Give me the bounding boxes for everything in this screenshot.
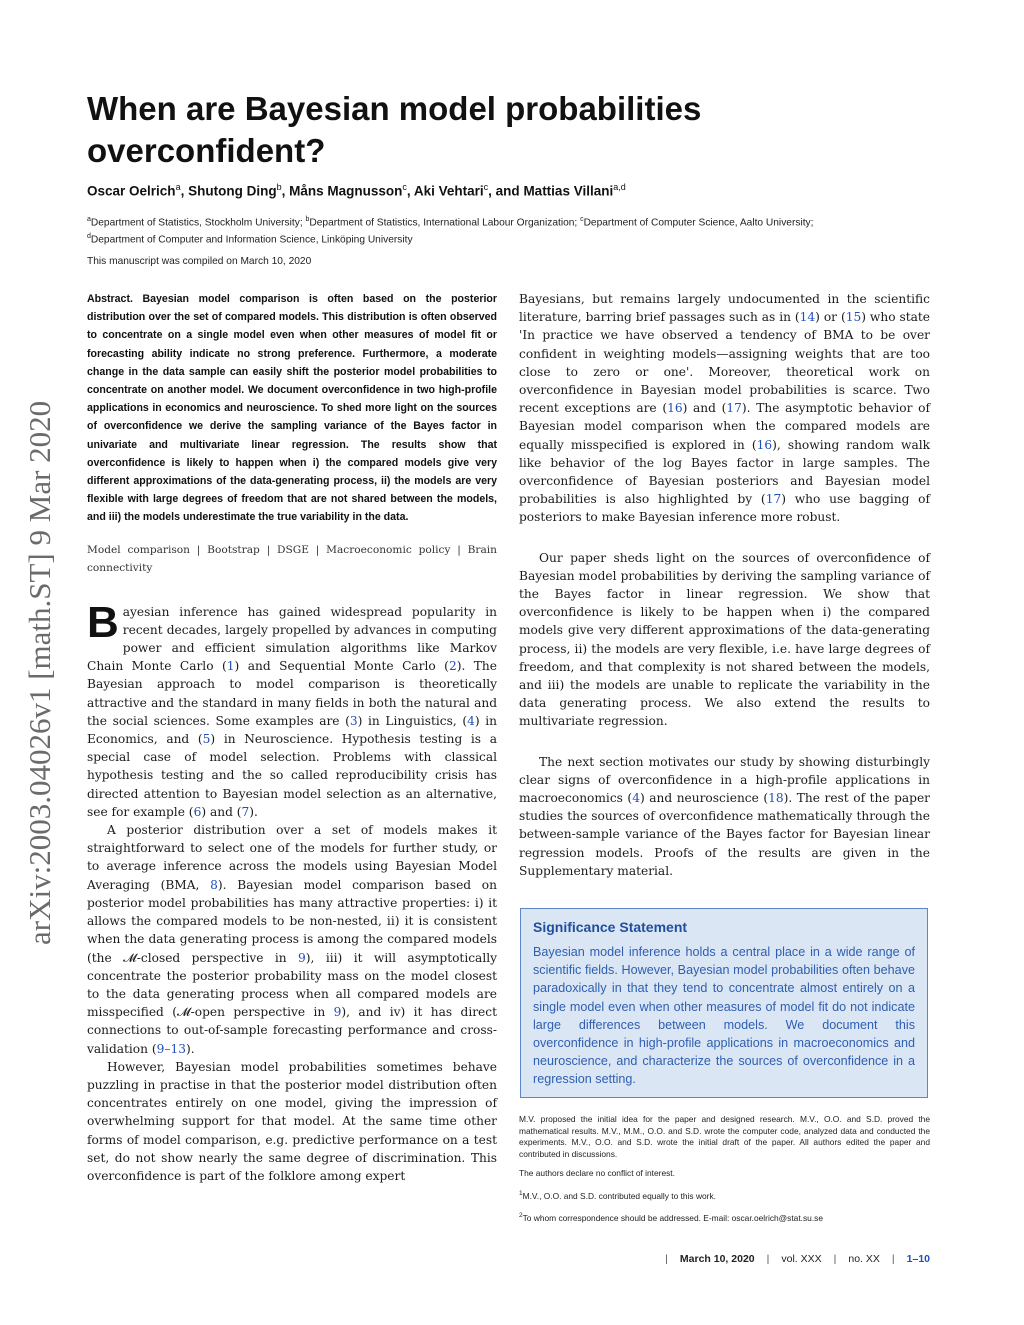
author-affiliation-marker: a <box>175 182 181 192</box>
text-segment: The next section motivates our study by showing disturbingly clear signs of overconfidence in a high-profile applications in macroeconomics ( <box>519 754 930 806</box>
citation-link[interactable]: 16 <box>756 437 773 452</box>
footer-sep: | <box>665 1253 668 1265</box>
intro-paragraph-1 <box>87 597 497 821</box>
keywords: Model comparison | Bootstrap | DSGE | Macroeconomic policy | Brain connectivity <box>87 543 497 574</box>
text-segment: ), iii) it will asymptotically concentrate the posterior probability mass on the model closest to the data generating process when all compared models are misspecified (𝓜-open perspective in <box>87 950 497 1020</box>
citation-link[interactable]: 17 <box>765 492 782 507</box>
drop-cap: B <box>87 597 119 647</box>
text-segment: Our paper sheds light on the sources of overconfidence of Bayesian model probabilities by deriving the sampling variance of the Bayes factor in linear regression. We show that overconfidence is likely to be happen when i) the compared models give very different approximations of the data-generating process, ii) the models are very flexible, i.e. have large degrees of freedom, and that complexity is not shared between the models, and iii) the models are unable to replicate the variability in the data generating process. We also extend the results to multivariate regression. <box>519 550 930 729</box>
footnote-1 <box>519 1188 930 1202</box>
text-segment: ) or ( <box>815 310 846 325</box>
citation-link[interactable]: 9–13 <box>156 1041 186 1056</box>
conflict-note: The authors declare no conflict of interest. <box>519 1168 675 1178</box>
text-segment: ) in Economics, and ( <box>87 713 497 747</box>
right-paragraph-3 <box>519 753 930 880</box>
affil-c-marker: c <box>580 216 584 223</box>
left-column <box>87 290 497 1185</box>
author-separator: , <box>180 183 189 199</box>
citation-link[interactable]: 15 <box>845 310 862 325</box>
citation-link[interactable]: 18 <box>768 791 784 806</box>
text-segment: ayesian inference has gained widespread popularity in recent decades, largely propelled by advances in computing power and efficient simulation algorithms like Markov Chain Monte Carlo ( <box>87 604 497 674</box>
text-segment: ) who use bagging of posteriors to make Bayesian inference more robust. <box>519 492 930 525</box>
footer-sep: | <box>766 1253 770 1265</box>
author-affiliation-marker: c <box>402 182 407 192</box>
citation-link[interactable]: 9 <box>333 1005 342 1020</box>
citation-link[interactable]: 2 <box>448 659 457 674</box>
footer-sep: | <box>891 1253 895 1265</box>
intro-section <box>87 597 497 1186</box>
affil-a: Department of Statistics, Stockholm University; <box>90 217 306 229</box>
citation-link[interactable]: 3 <box>349 713 358 728</box>
author-name: Mattias Villani <box>523 183 614 199</box>
citation-link[interactable]: 8 <box>210 877 218 892</box>
citation-link[interactable]: 9 <box>298 950 306 965</box>
affiliations <box>87 213 937 248</box>
citation-link[interactable]: 14 <box>799 310 816 325</box>
text-segment: ). <box>249 804 258 819</box>
right-paragraph-1 <box>519 290 930 527</box>
author-separator: , <box>406 183 414 199</box>
affil-c: Department of Computer Science, Aalto University; <box>583 217 814 229</box>
significance-text: Bayesian model inference holds a central place in a wide range of scientific fields. However, Bayesian model probabilities often behave paradoxically in that they tend to concentrate almost entirely on a single model even when other measures of model fit do not indicate large differences between models. We document this overconfidence in high-profile applications in macroeconomics and neuroscience, and characterize the sources of overconfidence in a regression setting. <box>533 945 915 1087</box>
text-segment: ) and Sequential Monte Carlo ( <box>234 659 449 674</box>
abstract: Abstract. Bayesian model comparison is often based on the posterior distribution over the set of compared models. This distribution is often observed to concentrate on a single model even when other measures of model fit or forecasting ability indicate no strong preference. Furthermore, a moderate change in the data sample can easily shift the posterior model probabilities to concentrate on another model. We document overconfidence in two high-profile applications in economics and neuroscience. To shed more light on the sources of overconfidence we derive the sampling variance of the Bayes factor in univariate and multivariate linear regression. The results show that overconfidence is likely to happen when i) the compared models give very different approximations of the data-generating process, ii) the models are very flexible with large degrees of freedom that are not shared between the models, and iii) the models underestimate the true variability in the data. <box>87 293 497 524</box>
footer-date: March 10, 2020 <box>679 1253 755 1265</box>
footnote-2-marker: 2 <box>519 1211 523 1219</box>
text-segment: ). <box>186 1041 195 1056</box>
text-segment: ), showing random walk like behavior of the log Bayes factor in large samples. The overconfidence of Bayesian posteriors and Bayesian model probabilities is also highlighted by ( <box>519 437 930 507</box>
citation-link[interactable]: 4 <box>467 713 475 728</box>
text-segment: ). The asymptotic behavior of Bayesian model comparison when the compared models are equally misspecified is explored in ( <box>519 401 930 452</box>
affil-a-marker: a <box>87 216 91 223</box>
text-segment: ), and iv) it has direct connections to out-of-sample forecasting performance and cross-validation ( <box>87 1005 497 1056</box>
significance-statement-box <box>520 908 928 1098</box>
arxiv-stamp: arXiv:2003.04026v1 [math.ST] 9 Mar 2020 <box>22 400 57 945</box>
citation-link[interactable]: 7 <box>241 804 250 819</box>
affil-b: Department of Statistics, International Labour Organization; <box>309 217 581 229</box>
text-segment: ) in Linguistics, ( <box>357 713 468 728</box>
text-segment: Bayesians, but remains largely undocumented in the scientific literature, barring brief passages such as in ( <box>519 292 930 325</box>
text-segment: ) and ( <box>201 804 242 819</box>
citation-link[interactable]: 4 <box>632 791 640 806</box>
author-name: Måns Magnusson <box>289 183 403 199</box>
author-name: Aki Vehtari <box>413 183 484 199</box>
author-list <box>87 182 947 199</box>
author-notes <box>519 1114 930 1232</box>
page-footer <box>653 1253 930 1265</box>
contributions-note: M.V. proposed the initial idea for the paper and designed research. M.V., O.O. and S.D. proved the mathematical results. M.V., M.M., O.O. and S.D. wrote the computer code, analyzed data and conducted the experiments. M.V., O.O. and S.D. wrote the initial draft of the paper. All authors edited the paper and contributed in discussions. <box>519 1114 930 1159</box>
author-separator: , <box>281 183 290 199</box>
text-segment: A posterior distribution over a set of models makes it straightforward to select one of the models for further study, or to average inference across the models using Bayesian Model Averaging (BMA, <box>87 823 497 892</box>
footnote-1-text: M.V., O.O. and S.D. contributed equally to this work. <box>522 1190 716 1201</box>
text-segment: ) who state 'In practice we have observed a tendency of BMA to be over confident in weighting models—assigning weights that are too close to zero or one'. Moreover, theoretical work on overconfidence in Bayesian model probabilities is scarce. Two recent exceptions are ( <box>519 310 930 416</box>
author-name: Shutong Ding <box>188 183 277 199</box>
footnote-2 <box>519 1210 930 1224</box>
footer-number: no. XX <box>848 1253 880 1265</box>
significance-title: Significance Statement <box>533 919 688 935</box>
citation-link[interactable]: 1 <box>226 659 235 674</box>
right-paragraph-2 <box>519 549 930 731</box>
citation-link[interactable]: 6 <box>193 804 202 819</box>
text-segment: ) and ( <box>682 401 727 416</box>
right-column <box>519 290 930 880</box>
citation-link[interactable]: 5 <box>202 732 211 747</box>
citation-link[interactable]: 16 <box>667 401 683 416</box>
affil-b-marker: b <box>305 216 310 223</box>
paper-title: When are Bayesian model probabilities overconfident? <box>87 90 702 169</box>
text-segment: ) in Neuroscience. Hypothesis testing is a special case of model selection. Problems with classical hypothesis testing and the so called reproducibility crisis has directed attention to Bayesian model selection as an alternative, see for example ( <box>87 732 497 819</box>
text-segment: ). The Bayesian approach to model comparison is theoretically attractive and the standard in many fields in both the natural and the social sciences. Some examples are ( <box>87 659 497 728</box>
text-segment: However, Bayesian model probabilities sometimes behave puzzling in practise in that the posterior model distribution often concentrates entirely on one model, giving the impression of overwhelming support for that model. At the same time other forms of model comparison, e.g. predictive performance on a test set, do not show nearly the same degree of discrimination. This overconfidence is part of the folklore among expert <box>87 1059 497 1183</box>
text-segment: ) and neuroscience ( <box>639 791 769 806</box>
footer-pages: 1–10 <box>906 1253 930 1265</box>
text-segment: ). The rest of the paper studies the sources of overconfidence mathematically through the between-sample variance of the Bayes factor for Bayesian linear regression models. Proofs of the results are given in the Supplementary material. <box>519 791 930 878</box>
footer-volume: vol. XXX <box>781 1253 822 1265</box>
author-affiliation-marker: c <box>483 182 489 192</box>
affil-d-marker: d <box>87 233 91 241</box>
footer-sep: | <box>833 1253 837 1265</box>
citation-link[interactable]: 17 <box>726 401 742 416</box>
author-affiliation-marker: a,d <box>613 182 626 192</box>
intro-paragraph-2 <box>87 821 497 1058</box>
footnote-2-text: To whom correspondence should be addressed. E-mail: oscar.oelrich@stat.su.se <box>522 1212 824 1223</box>
intro-paragraph-3 <box>87 1058 497 1185</box>
author-separator: , and <box>488 183 524 199</box>
author-affiliation-marker: b <box>276 182 282 192</box>
text-segment: ). Bayesian model comparison based on posterior model probabilities has many attractive properties: i) it allows the compared models to be non-nested, ii) it is consistent when the data generating process is among the compared models (the 𝓜-closed perspective in <box>87 877 497 965</box>
author-name: Oscar Oelrich <box>87 183 176 199</box>
affil-d: Department of Computer and Information Science, Linköping University <box>90 234 413 246</box>
compiled-date: This manuscript was compiled on March 10, 2020 <box>87 256 312 267</box>
footnote-1-marker: 1 <box>519 1189 523 1197</box>
